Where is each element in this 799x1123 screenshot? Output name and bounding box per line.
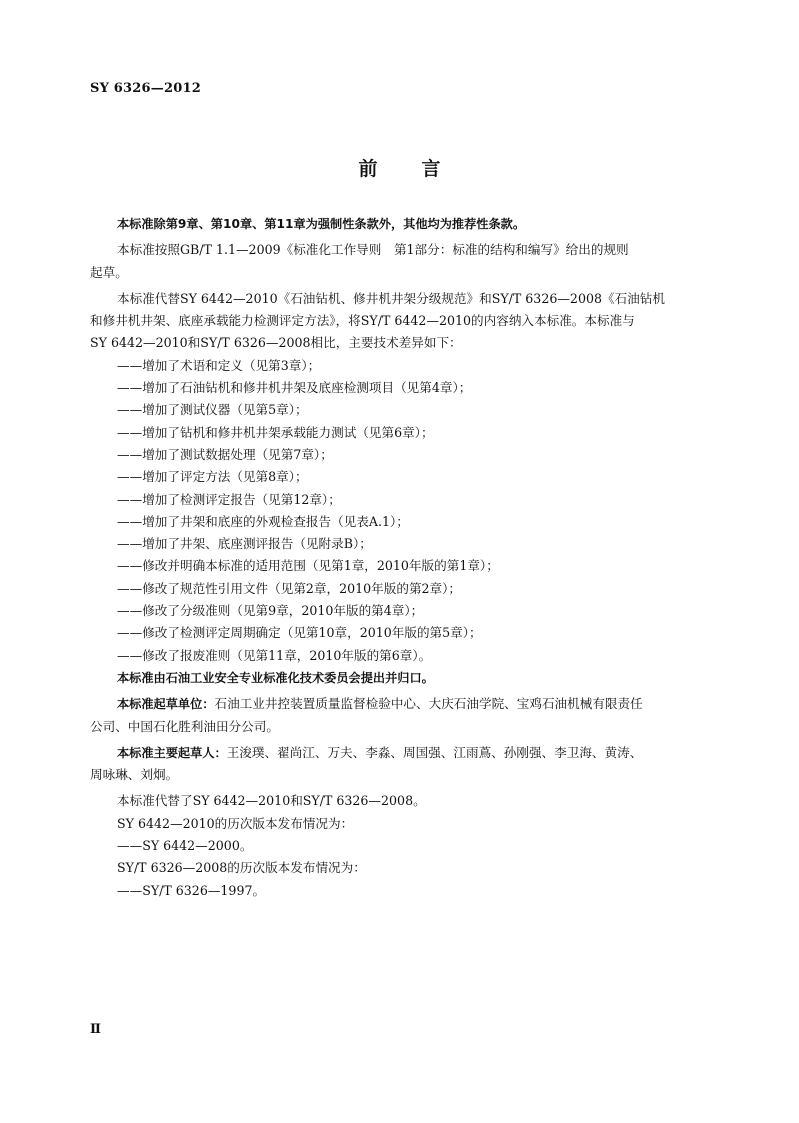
list-item: ——修改了规范性引用文件（见第2章，2010年版的第2章）； xyxy=(117,580,462,596)
drafting-rule-line-2: 起草。 xyxy=(90,264,128,280)
list-item: ——增加了钻机和修井机井架承载能力测试（见第6章）； xyxy=(117,424,434,440)
technical-changes-list xyxy=(90,355,710,667)
mandatory-clause-statement: 本标准除第9章、第10章、第11章为强制性条款外，其他均为推荐性条款。 xyxy=(117,217,526,231)
proposer-statement: 本标准由石油工业安全专业标准化技术委员会提出并归口。 xyxy=(117,670,434,685)
list-item: ——增加了石油钻机和修井机井架及底座检测项目（见第4章）； xyxy=(117,380,472,396)
history-item-6326: ——SY/T 6326—1997。 xyxy=(117,882,266,898)
page-title xyxy=(0,154,799,181)
drafting-units-text: 石油工业井控装置质量监督检验中心、大庆石油学院、宝鸡石油机械有限责任 xyxy=(214,696,643,712)
list-item: ——增加了术语和定义（见第3章）； xyxy=(117,357,321,373)
title-char-1: 前 xyxy=(358,158,378,180)
drafting-units-label: 本标准起草单位： xyxy=(117,697,215,712)
list-item: ——增加了评定方法（见第8章）； xyxy=(117,469,308,485)
list-item: ——修改了分级准则（见第9章，2010年版的第4章）； xyxy=(117,603,424,619)
page-number: Ⅱ xyxy=(90,1022,101,1037)
history-heading-6442: SY 6442—2010的历次版本发布情况为： xyxy=(117,815,354,831)
superseded-standards: 本标准代替了SY 6442—2010和SY/T 6326—2008。 xyxy=(117,793,426,809)
drafting-rule-line-1: 本标准按照GB/T 1.1—2009《标准化工作导则 第1部分：标准的结构和编写》给出的规则 xyxy=(117,242,629,258)
drafters-text: 王浚璞、翟尚江、万夫、李淼、周国强、江雨蔦、孙刚强、李卫海、黄涛、 xyxy=(226,744,643,760)
replacement-line-2: 和修井机井架、底座承载能力检测评定方法》，将SY/T 6442—2010的内容纳入本标准。本标准与 xyxy=(90,313,635,329)
drafters-label: 本标准主要起草人： xyxy=(117,745,227,760)
standard-number-header: SY 6326—2012 xyxy=(90,81,201,96)
list-item: ——修改了报废准则（见第11章，2010年版的第6章）。 xyxy=(117,647,432,663)
foreword-body xyxy=(90,213,710,902)
list-item: ——修改并明确本标准的适用范围（见第1章，2010年版的第1章）； xyxy=(117,558,499,574)
title-char-2: 言 xyxy=(421,158,441,180)
drafters-line-1 xyxy=(90,742,710,764)
drafters-line-2: 周咏琳、刘炯。 xyxy=(90,767,179,783)
list-item: ——修改了检测评定周期确定（见第10章，2010年版的第5章）； xyxy=(117,625,482,641)
list-item: ——增加了检测评定报告（见第12章）； xyxy=(117,491,341,507)
history-item-6442: ——SY 6442—2000。 xyxy=(117,838,253,854)
list-item: ——增加了井架、底座测评报告（见附录B）； xyxy=(117,536,372,552)
replacement-line-1: 本标准代替SY 6442—2010《石油钻机、修井机井架分级规范》和SY/T 6326—2008《石油钻机 xyxy=(117,290,665,306)
drafting-units-line-1 xyxy=(90,693,710,715)
replacement-line-3: SY 6442—2010和SY/T 6326—2008相比，主要技术差异如下： xyxy=(90,335,462,351)
drafting-units-line-2: 公司、中国石化胜利油田分公司。 xyxy=(90,718,279,734)
list-item: ——增加了测试仪器（见第5章）； xyxy=(117,402,308,418)
history-heading-6326: SY/T 6326—2008的历次版本发布情况为： xyxy=(117,860,366,876)
list-item: ——增加了井架和底座的外观检查报告（见表A.1）； xyxy=(117,513,409,529)
list-item: ——增加了测试数据处理（见第7章）； xyxy=(117,446,333,462)
